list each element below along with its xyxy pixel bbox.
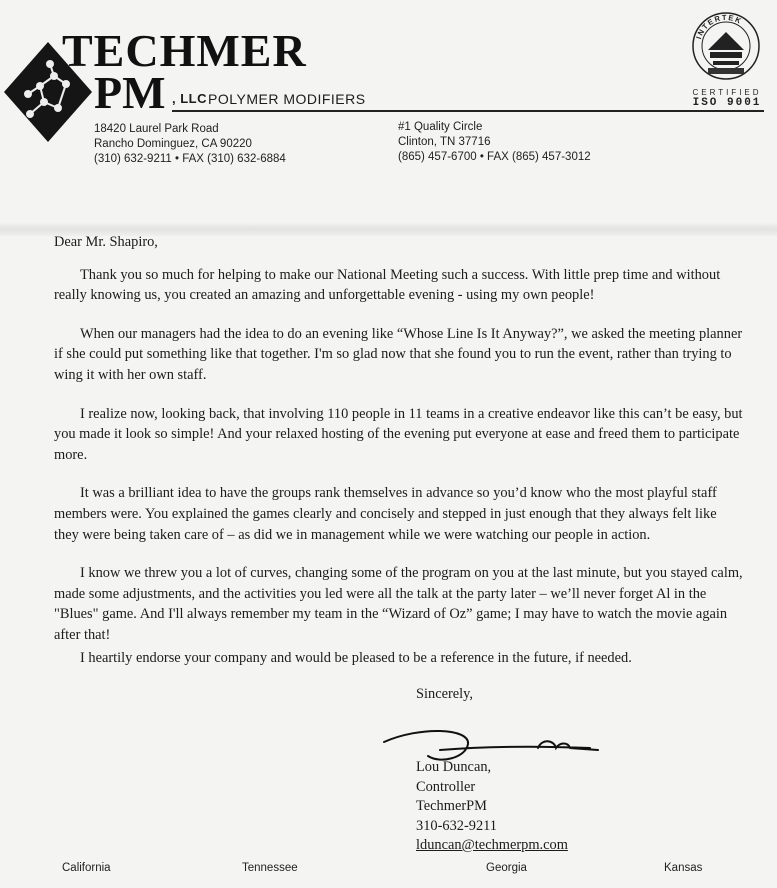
signer-name: Lou Duncan, — [416, 759, 492, 775]
signer-phone: 310-632-9211 — [416, 817, 498, 834]
paragraph-2: When our managers had the idea to do an evening like “Whose Line Is It Anyway?”, we asked the meeting planner if she could put something like that together. I'm so glad now that she found you to run the event, rather than trying to wing it with her own staff. — [54, 325, 743, 383]
letterhead-rule — [172, 110, 764, 112]
footer-location-georgia: Georgia — [486, 862, 527, 874]
company-tagline: POLYMER MODIFIERS — [208, 91, 366, 107]
intertek-badge-icon — [686, 6, 766, 88]
footer-location-california: California — [62, 862, 111, 874]
address-tennessee — [398, 120, 591, 165]
address-line: (310) 632-9211 • FAX (310) 632-6884 — [94, 153, 286, 165]
signature-block — [416, 758, 568, 856]
company-suffix: PM — [94, 67, 166, 118]
paragraph-6: I heartily endorse your company and would be pleased to be a reference in the future, if needed. — [80, 649, 632, 666]
address-line: (865) 457-6700 • FAX (865) 457-3012 — [398, 151, 591, 163]
address-line: #1 Quality Circle — [398, 121, 483, 133]
paragraph-3: I realize now, looking back, that involving 110 people in 11 teams in a creative endeavor like this can’t be easy, but you made it look so simple! And your relaxed hosting of the evening put everyone at ease and freed them to participate more. — [54, 405, 743, 463]
iso-label: ISO 9001 — [692, 97, 762, 109]
paragraph-1: Thank you so much for helping to make our National Meeting such a success. With little prep time and without really knowing us, you created an amazing and unforgettable evening - using my own people! — [54, 266, 721, 304]
signer-email-link[interactable]: lduncan@techmerpm.com — [416, 837, 568, 853]
closing: Sincerely, — [416, 686, 474, 702]
letter-body — [54, 232, 744, 686]
address-line: Rancho Dominguez, CA 90220 — [94, 138, 252, 150]
certified-label: CERTIFIED — [692, 88, 762, 97]
address-california — [94, 122, 286, 167]
footer-location-kansas: Kansas — [664, 862, 703, 874]
paragraph-4: It was a brilliant idea to have the groups rank themselves in advance so you’d know who the most playful staff members were. You explained the games clearly and concisely and stepped in just enough that they always felt like they were being taken care of – as did we in management while we were watching our people in action. — [54, 485, 717, 543]
signer-title: Controller — [416, 778, 476, 795]
signer-company: TechmerPM — [416, 798, 487, 814]
paragraph-5: I know we threw you a lot of curves, changing some of the program on you at the last minute, but you stayed calm, made some adjustments, and the activities you led were all the talk at the party later – we’ll never forget Al in the "Blues" game. And I'll always remember my team in the “Wizard of Oz” game; I may have to watch the movie again after that! — [54, 565, 743, 643]
svg-text:INTERTEK: INTERTEK — [694, 12, 744, 41]
company-llc: , LLC — [172, 91, 207, 106]
greeting: Dear Mr. Shapiro, — [54, 234, 158, 250]
address-line: 18420 Laurel Park Road — [94, 123, 219, 135]
address-line: Clinton, TN 37716 — [398, 136, 491, 148]
company-name: TECHMER — [62, 25, 307, 76]
footer-location-tennessee: Tennessee — [242, 862, 298, 874]
